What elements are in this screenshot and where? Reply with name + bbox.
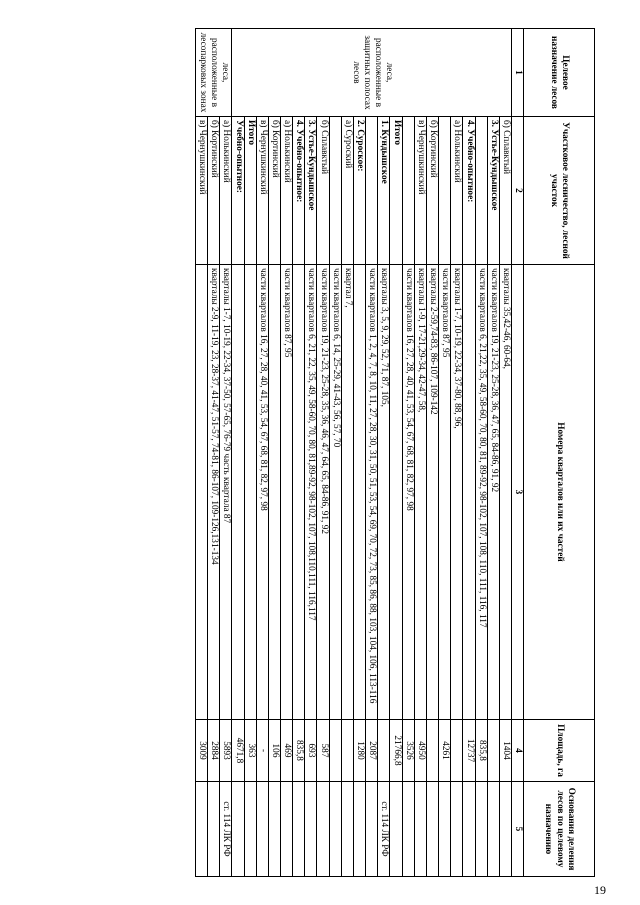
cell-c3: части кварталов 16, 27, 28, 40, 41, 53, 54, 67, 68, 81, 82, 97, 98: [402, 265, 414, 720]
cell-c2: [439, 117, 451, 265]
cell-c3: [268, 265, 280, 720]
table-row: [305, 29, 317, 877]
cell-c4: 4671,8: [232, 720, 244, 782]
header-quarters: Номера кварталов или их частей: [524, 265, 595, 720]
cell-c5: [463, 782, 475, 877]
cell-c2: а) Нолькинский: [281, 117, 293, 265]
cell-c3: части кварталов 19, 21-23, 25-28, 36, 47, 65, 84-86, 91, 92: [487, 265, 499, 720]
cell-c3: [244, 265, 256, 720]
cell-c2: 4. Учебно-опытное:: [293, 117, 305, 265]
cell-c3: части кварталов 87, 95: [281, 265, 293, 720]
table-row: [390, 29, 402, 877]
table-row: [487, 29, 499, 877]
cell-c5: [208, 782, 220, 877]
cell-c4: 1404: [499, 720, 511, 782]
rotated-page: [45, 28, 595, 876]
table-row: [268, 29, 280, 877]
cell-c2: Итого: [244, 117, 256, 265]
cell-c4: [451, 720, 463, 782]
cell-c3: [293, 265, 305, 720]
cell-c3: [390, 265, 402, 720]
cell-c2: б) Сплавктый: [499, 117, 511, 265]
cell-c5: [341, 782, 353, 877]
cell-c2: в) Чернушкинский: [256, 117, 268, 265]
cell-c3: части кварталов 16, 27, 28, 40, 41, 53, 54, 67, 68, 81, 82, 97, 98: [256, 265, 268, 720]
page-number: 19: [594, 883, 606, 897]
cell-c4: 2884: [208, 720, 220, 782]
cell-c3: части кварталов 19, 21-23, 25-28, 35, 36, 46, 47, 64, 65, 84-86, 91, 92: [317, 265, 329, 720]
cell-c4: 835,8: [293, 720, 305, 782]
cell-c2: в) Чернушкинский: [195, 117, 207, 265]
cell-c3: [195, 265, 207, 720]
cell-c3: квартал 7,: [341, 265, 353, 720]
table-row: [220, 29, 232, 877]
cell-c5: ст. 114 ЛК РФ: [220, 782, 232, 877]
table-row: [475, 29, 487, 877]
cell-c3: части кварталов 6, 14, 25-29, 41-43, 56, 57, 70: [329, 265, 341, 720]
table-row: [317, 29, 329, 877]
cell-c3: кварталы 2-59,74-83, 86-107, 109-142: [426, 265, 438, 720]
cell-c2: [402, 117, 414, 265]
table-row: [281, 29, 293, 877]
cell-c5: [402, 782, 414, 877]
cell-c5: [305, 782, 317, 877]
table-row: [256, 29, 268, 877]
cell-c2: б) Кортинский: [426, 117, 438, 265]
table-row: [402, 29, 414, 877]
cell-c3: части кварталов 6, 21,22, 35, 49, 58-60, 70, 80, 81, 89-92, 98-102, 107, 108, 110, 111, 116, 117: [475, 265, 487, 720]
table-body: [195, 29, 511, 877]
cell-c5: [390, 782, 402, 877]
cell-c4: 363: [244, 720, 256, 782]
table-row: [378, 29, 390, 877]
cell-c4: 587: [317, 720, 329, 782]
cell-c2: 2. Суроское:: [353, 117, 365, 265]
table-row: [208, 29, 220, 877]
group-label-parks: леса, расположенные в лесопарковых зонах: [195, 29, 231, 117]
cell-c2: 3. Устье-Кундышское: [305, 117, 317, 265]
cell-c4: 3009: [195, 720, 207, 782]
cell-c3: кварталы 1-7, 10-19, 22-34, 37-50, 57-65, 76-79 часть квартала 87: [220, 265, 232, 720]
cell-c5: [293, 782, 305, 877]
col-number: 3: [512, 265, 524, 720]
cell-c3: части кварталов 1, 2, 4, 7, 8, 10, 11, 27, 28, 30, 31, 50, 51, 53, 54, 69, 70, 72, 73, 85, 86, 88, 103, 104, 106, 113-116: [366, 265, 378, 720]
header-forestry: Участковое лесничество, лесной участок: [524, 117, 595, 265]
cell-c5: ст. 114 ЛК РФ: [378, 782, 390, 877]
cell-c5: [268, 782, 280, 877]
table-row: [499, 29, 511, 877]
cell-c3: части кварталов 6, 21, 22, 35, 49, 58-60, 70, 80, 81,89-92, 98-102, 107, 108,110,111, 116,117: [305, 265, 317, 720]
table-row: [329, 29, 341, 877]
col-number: 1: [512, 29, 524, 117]
cell-c2: [475, 117, 487, 265]
cell-c2: [329, 117, 341, 265]
cell-c2: в) Чернушкинский: [414, 117, 426, 265]
cell-c4: 4261: [439, 720, 451, 782]
cell-c3: [353, 265, 365, 720]
cell-c3: кварталы 1-7, 10-19, 22-34, 37-80, 88, 96,: [451, 265, 463, 720]
cell-c5: [281, 782, 293, 877]
cell-c4: 21766,8: [390, 720, 402, 782]
table-row: [244, 29, 256, 877]
cell-c3: части кварталов 87, 95: [439, 265, 451, 720]
cell-c4: [426, 720, 438, 782]
cell-c2: б) Кортинский: [268, 117, 280, 265]
cell-c5: [329, 782, 341, 877]
cell-c4: 5893: [220, 720, 232, 782]
cell-c2: б) Кортинский: [208, 117, 220, 265]
cell-c2: а) Нолькинский: [220, 117, 232, 265]
cell-c2: б) Сплавктый: [317, 117, 329, 265]
cell-c4: 2087: [366, 720, 378, 782]
cell-c5: [439, 782, 451, 877]
cell-c3: кварталы 1-9, 17-21,29-34, 42-47, 58,: [414, 265, 426, 720]
cell-c4: 3526: [402, 720, 414, 782]
cell-c5: [414, 782, 426, 877]
cell-c2: а) Нолькинский: [451, 117, 463, 265]
col-number: 5: [512, 782, 524, 877]
table-row: [451, 29, 463, 877]
cell-c3: [232, 265, 244, 720]
cell-c4: 12737: [463, 720, 475, 782]
cell-c4: [329, 720, 341, 782]
cell-c4: 693: [305, 720, 317, 782]
cell-c2: 4. Учебно-опытное:: [463, 117, 475, 265]
table-row: [353, 29, 365, 877]
cell-c4: 106: [268, 720, 280, 782]
cell-c2: 3. Устье-Кундышское: [487, 117, 499, 265]
header-area: Площадь, га: [524, 720, 595, 782]
cell-c4: [378, 720, 390, 782]
col-number: 2: [512, 117, 524, 265]
table-row: [414, 29, 426, 877]
cell-c2: Учебно-опытное:: [232, 117, 244, 265]
group-label-buffer: леса, расположенные в защитных полосах лесов: [232, 29, 512, 117]
cell-c5: [366, 782, 378, 877]
table-row: [426, 29, 438, 877]
cell-c4: 4950: [414, 720, 426, 782]
cell-c5: [232, 782, 244, 877]
header-purpose: Целевое назначение лесов: [524, 29, 595, 117]
cell-c3: кварталы 3, 5, 9, 29, 52, 71, 87, 105,: [378, 265, 390, 720]
cell-c2: а) Суроский: [341, 117, 353, 265]
table-row: [232, 29, 244, 877]
cell-c3: [463, 265, 475, 720]
cell-c5: [475, 782, 487, 877]
cell-c5: [244, 782, 256, 877]
table-row: [195, 29, 207, 877]
cell-c4: [487, 720, 499, 782]
cell-c2: Итого: [390, 117, 402, 265]
table-row: [293, 29, 305, 877]
forest-table: [195, 28, 595, 877]
table-row: [366, 29, 378, 877]
table-row: [463, 29, 475, 877]
cell-c5: [353, 782, 365, 877]
cell-c4: 1280: [353, 720, 365, 782]
table-row: [439, 29, 451, 877]
col-number: 4: [512, 720, 524, 782]
cell-c2: [366, 117, 378, 265]
cell-c4: 469: [281, 720, 293, 782]
cell-c3: кварталы 35,42-46, 60-64,: [499, 265, 511, 720]
cell-c3: кварталы 2-9, 11-19, 23, 28-37, 41-47, 51-57, 74-81, 86-107, 109-126,131-134: [208, 265, 220, 720]
cell-c5: [317, 782, 329, 877]
header-basis: Основания деления лесов по целевому назначению: [524, 782, 595, 877]
cell-c5: [426, 782, 438, 877]
column-number-row: [512, 29, 524, 877]
cell-c5: [256, 782, 268, 877]
header-row: [524, 29, 595, 877]
table-row: [341, 29, 353, 877]
cell-c4: [341, 720, 353, 782]
cell-c5: [451, 782, 463, 877]
cell-c5: [487, 782, 499, 877]
cell-c2: 1. Кундышское: [378, 117, 390, 265]
cell-c4: 835,8: [475, 720, 487, 782]
cell-c5: [499, 782, 511, 877]
cell-c4: -: [256, 720, 268, 782]
cell-c5: [195, 782, 207, 877]
